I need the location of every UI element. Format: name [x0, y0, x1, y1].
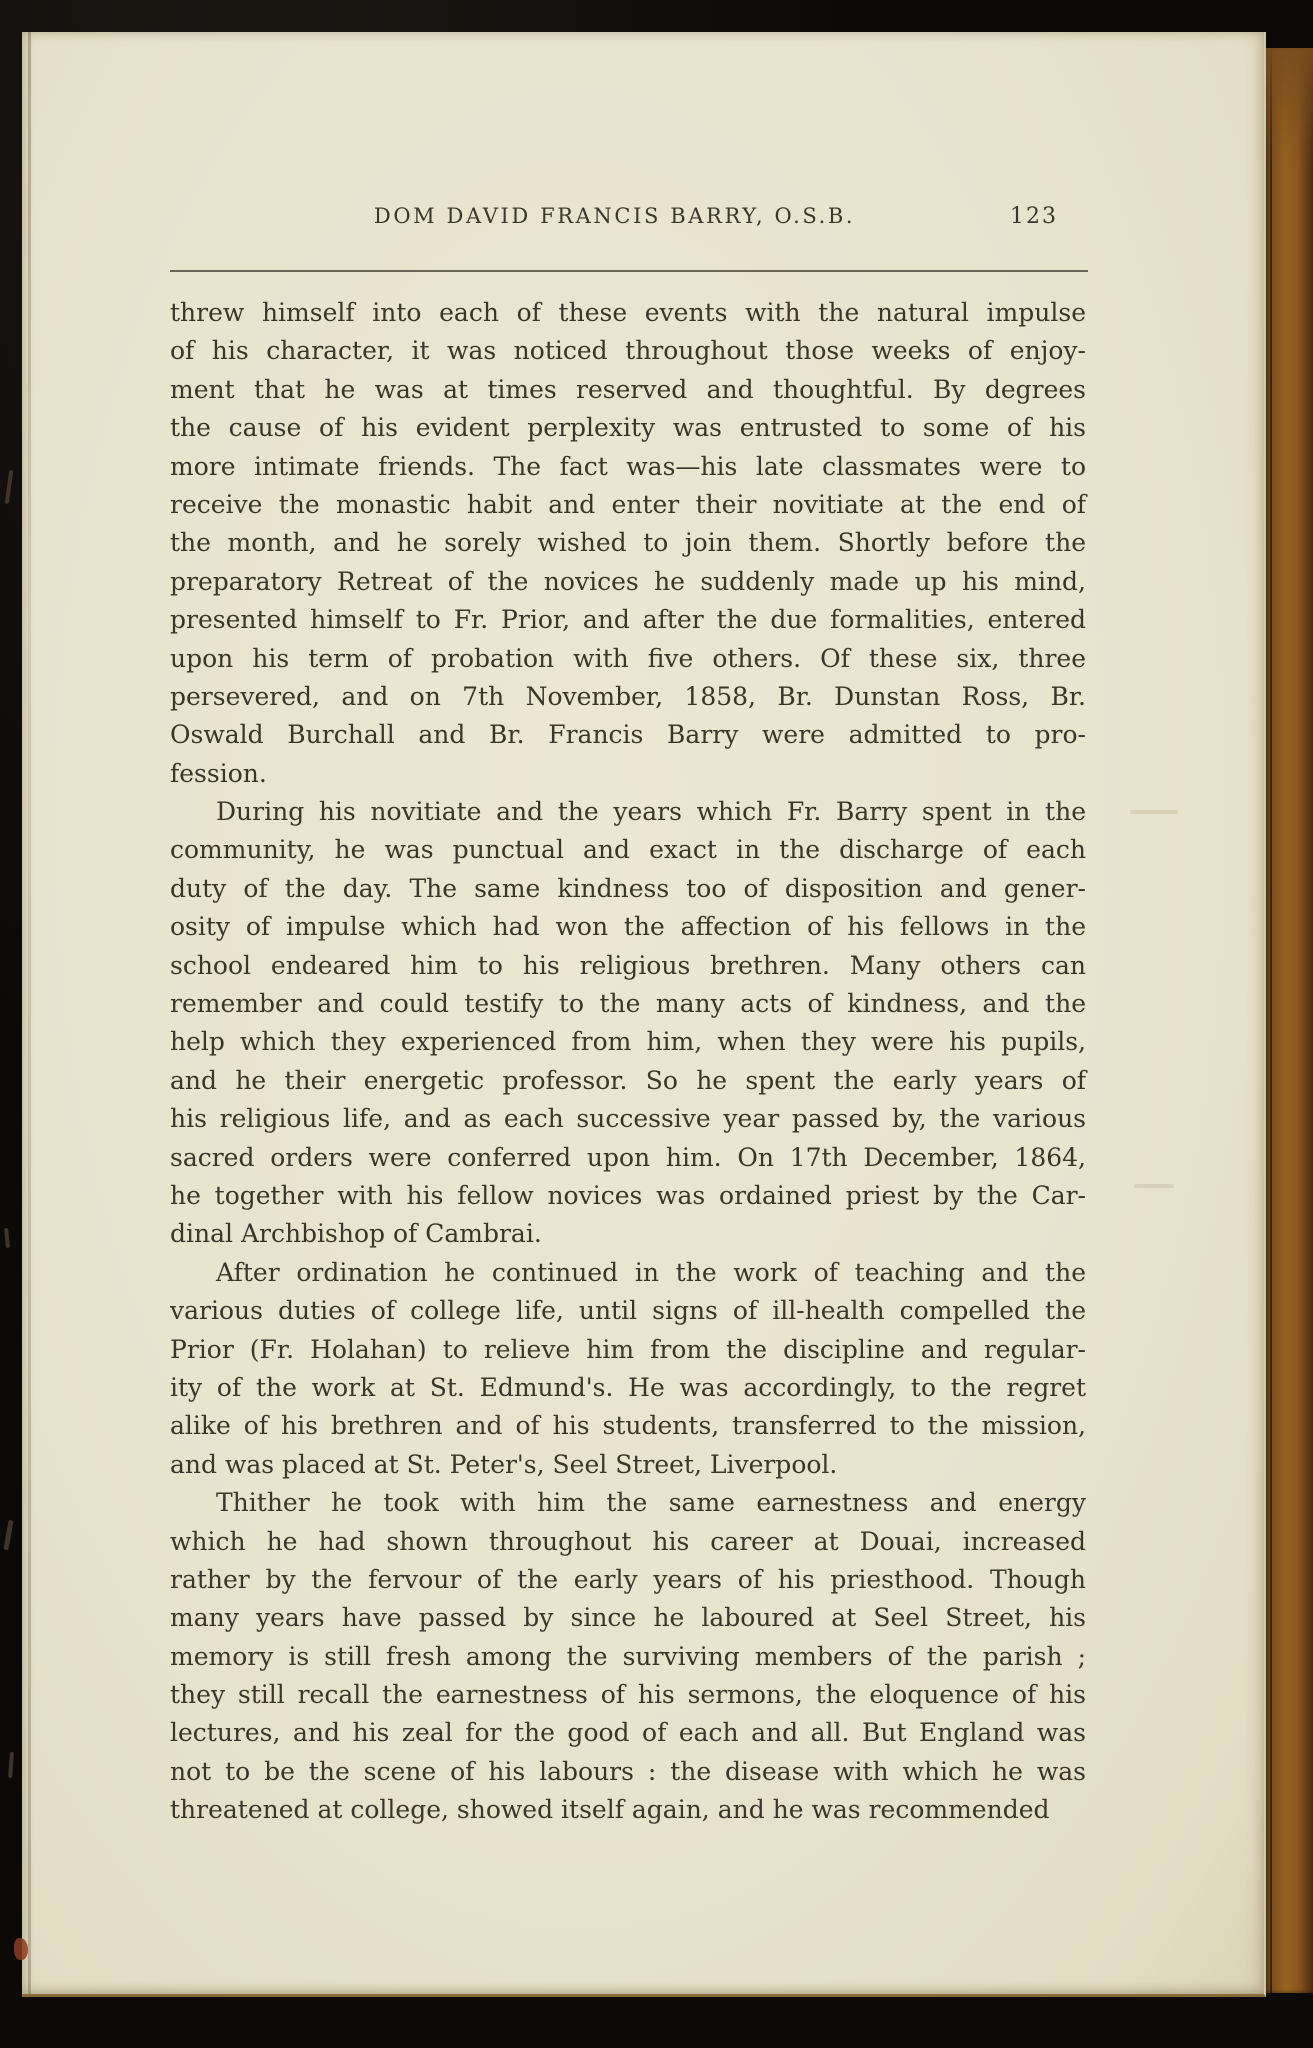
text-line: many years have passed by since he laboured at Seel Street, his [170, 1603, 1086, 1633]
text-line: of his character, it was noticed throughout those weeks of enjoy- [170, 336, 1086, 366]
gutter-crease [28, 32, 31, 1994]
text-line: lectures, and his zeal for the good of each and all. But England was [170, 1718, 1086, 1748]
running-header-title: DOM DAVID FRANCIS BARRY, O.S.B. [373, 204, 856, 228]
text-line: persevered, and on 7th November, 1858, Br. Dunstan Ross, Br. [170, 681, 1086, 711]
paragraph [170, 1254, 1086, 1484]
paragraph [170, 1484, 1086, 1830]
text-line: the cause of his evident perplexity was entrusted to some of his [170, 413, 1086, 443]
text-line: which he had shown throughout his career at Douai, increased [170, 1526, 1086, 1556]
text-line: rather by the fervour of the early years of his priesthood. Though [170, 1564, 1086, 1594]
paragraph [170, 294, 1086, 793]
text-line: threatened at college, showed itself again, and he was recommended [170, 1795, 1050, 1825]
text-line: remember and could testify to the many acts of kindness, and the [170, 989, 1086, 1019]
text-line: During his novitiate and the years which Fr. Barry spent in the [216, 797, 1086, 827]
text-line: the month, and he sorely wished to join them. Shortly before the [170, 528, 1086, 558]
red-fleck [14, 1938, 28, 1960]
text-line: upon his term of probation with five others. Of these six, three [170, 643, 1086, 673]
paragraph [170, 793, 1086, 1254]
margin-smudge [1134, 1184, 1174, 1188]
page-number: 123 [1010, 204, 1058, 229]
text-line: dinal Archbishop of Cambrai. [170, 1219, 542, 1249]
text-line: various duties of college life, until signs of ill-health compelled the [170, 1296, 1086, 1326]
margin-smudge [1130, 810, 1178, 814]
text-line: memory is still fresh among the surviving members of the parish ; [170, 1641, 1086, 1671]
text-line: ment that he was at times reserved and thoughtful. By degrees [170, 374, 1086, 404]
header-rule [170, 270, 1088, 272]
book-page [22, 32, 1266, 1997]
text-line: threw himself into each of these events with the natural impulse [170, 298, 1086, 327]
text-line: and he their energetic professor. So he spent the early years of [170, 1065, 1086, 1095]
text-line: Prior (Fr. Holahan) to relieve him from the discipline and regular- [170, 1334, 1086, 1364]
text-line: sacred orders were conferred upon him. On 17th December, 1864, [170, 1142, 1086, 1172]
text-line: community, he was punctual and exact in the discharge of each [170, 835, 1086, 865]
text-line: receive the monastic habit and enter their novitiate at the end of [170, 489, 1086, 519]
text-block [170, 294, 1086, 1830]
text-line: he together with his fellow novices was ordained priest by the Car- [170, 1180, 1086, 1210]
text-line: preparatory Retreat of the novices he suddenly made up his mind, [170, 566, 1086, 596]
text-line: After ordination he continued in the work of teaching and the [216, 1257, 1086, 1287]
text-line: they still recall the earnestness of his sermons, the eloquence of his [170, 1680, 1086, 1710]
text-line: alike of his brethren and of his students, transferred to the mission, [170, 1411, 1086, 1441]
text-line: fession. [170, 758, 267, 788]
text-line: not to be the scene of his labours : the disease with which he was [170, 1756, 1086, 1786]
text-line: osity of impulse which had won the affection of his fellows in the [170, 912, 1086, 942]
text-line: Oswald Burchall and Br. Francis Barry were admitted to pro- [170, 720, 1086, 750]
text-line: school endeared him to his religious brethren. Many others can [170, 950, 1086, 980]
text-line: more intimate friends. The fact was—his late classmates were to [170, 451, 1086, 481]
text-line: and was placed at St. Peter's, Seel Street, Liverpool. [170, 1449, 838, 1479]
text-line: ity of the work at St. Edmund's. He was accordingly, to the regret [170, 1372, 1086, 1402]
text-line: duty of the day. The same kindness too of disposition and gener- [170, 873, 1086, 903]
book-cover-edge [1262, 48, 1313, 1993]
text-line: Thither he took with him the same earnestness and energy [216, 1488, 1086, 1518]
text-line: presented himself to Fr. Prior, and after the due formalities, entered [170, 605, 1086, 635]
running-header [170, 204, 1088, 244]
text-line: his religious life, and as each successive year passed by, the various [170, 1104, 1086, 1134]
text-line: help which they experienced from him, when they were his pupils, [170, 1027, 1086, 1057]
